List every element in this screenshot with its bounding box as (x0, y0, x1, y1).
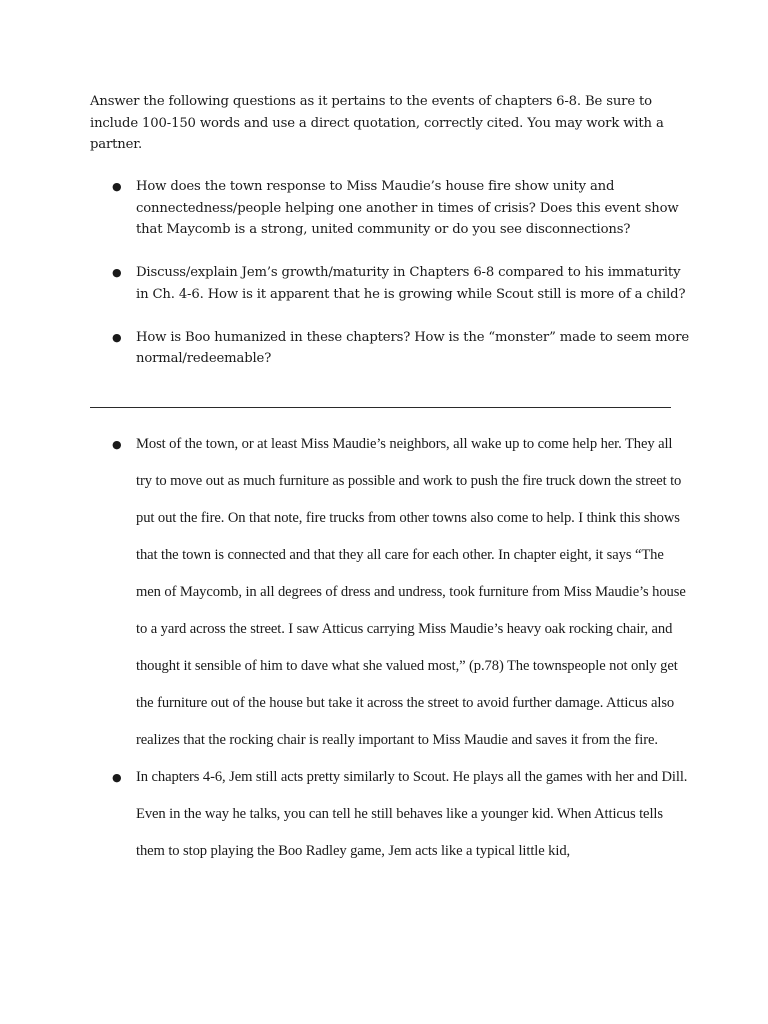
section-divider (90, 407, 671, 408)
question-text: How is Boo humanized in these chapters? How is the “monster” made to seem more normal/redeemable? (136, 329, 690, 366)
bullet-icon: ● (112, 266, 122, 279)
bullet-icon: ● (112, 771, 122, 784)
instructions-paragraph: Answer the following questions as it pertains to the events of chapters 6-8. Be sure to include 100-150 words and use a direct quotation, correctly cited. You may work with a partner. (90, 94, 664, 152)
question-item (90, 262, 690, 305)
question-item (90, 176, 690, 241)
question-text: Discuss/explain Jem’s growth/maturity in Chapters 6-8 compared to his immaturity in Ch. 4-6. How is it apparent that he is growing while Scout still is more of a child? (136, 265, 686, 302)
answer-text: In chapters 4-6, Jem still acts pretty similarly to Scout. He plays all the games with her and Dill. Even in the way he talks, you can tell he still behaves like a younger kid. When Atticus tells them to stop playing the Boo Radley game, Jem acts like a typical little kid, (136, 769, 688, 859)
bullet-icon: ● (112, 438, 122, 451)
bullet-icon: ● (112, 330, 122, 344)
answer-item (90, 426, 690, 759)
question-item (90, 327, 690, 370)
bullet-icon: ● (112, 180, 122, 193)
question-text: How does the town response to Miss Maudie’s house fire show unity and connectedness/people helping one another in times of crisis? Does this event show that Maycomb is a strong, united community or do you see disconnections? (136, 179, 679, 237)
question-list (90, 176, 690, 391)
answer-list (90, 426, 690, 870)
answer-text: Most of the town, or at least Miss Maudie’s neighbors, all wake up to come help her. They all try to move out as much furniture as possible and work to push the fire truck down the street to put out the fire. On that note, fire trucks from other towns also come to help. I think this shows that the town is connected and that they all care for each other. In chapter eight, it says “The men of Maycomb, in all degrees of dress and undress, took furniture from Miss Maudie’s house to a yard across the street. I saw Atticus carrying Miss Maudie’s heavy oak rocking chair, and thought it sensible of him to dave what she valued most,” (p.78) The townspeople not only get the furniture out of the house but take it across the street to avoid further damage. Atticus also realizes that the rocking chair is really important to Miss Maudie and saves it from the fire. (136, 436, 686, 748)
answer-item (90, 759, 690, 870)
